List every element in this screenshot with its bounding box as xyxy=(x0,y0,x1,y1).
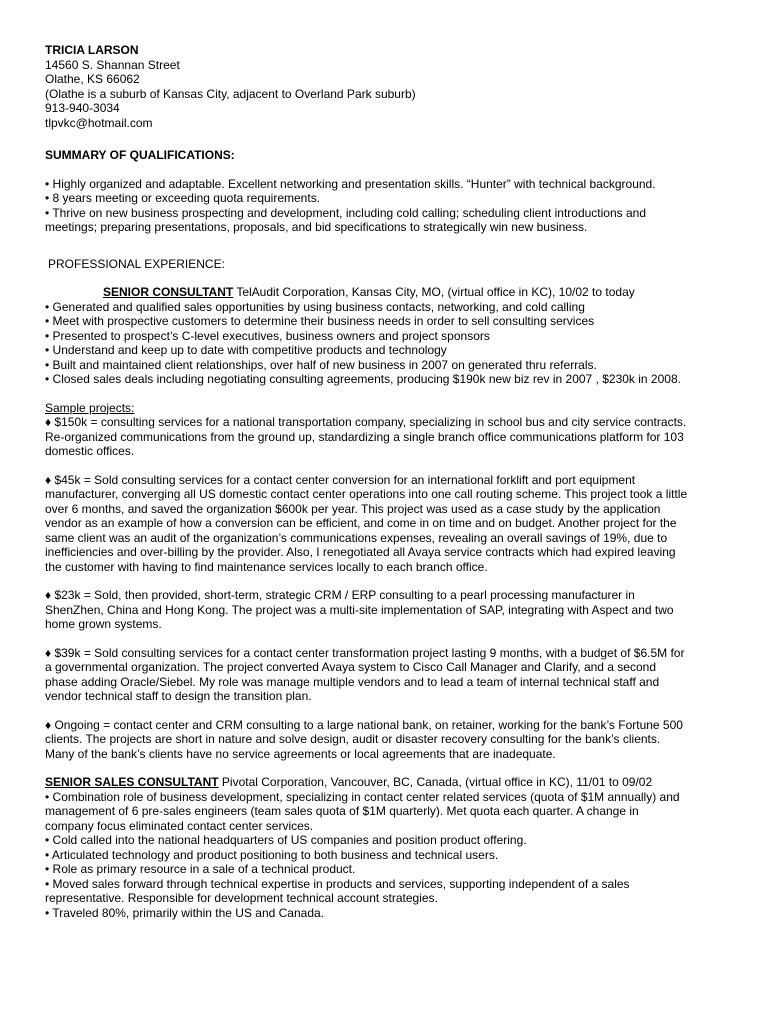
job2-header xyxy=(45,775,738,790)
email-address: tlpvkc@hotmail.com xyxy=(45,115,153,130)
job2-line: • Articulated technology and product positioning to both business and technical users. xyxy=(45,847,499,862)
project-line: ♦ Ongoing = contact center and CRM consulting to a large national bank, on retainer, working for the bank’s Fortune 500 xyxy=(45,717,683,732)
job1-title: SENIOR CONSULTANT xyxy=(103,285,234,299)
project-line: inefficiencies and over-billing by the provider. Also, I renegotiated all Avaya service contracts which had expired leaving xyxy=(45,545,676,559)
experience-heading: PROFESSIONAL EXPERIENCE: xyxy=(48,256,225,271)
project-line: manufacturer, converging all US domestic contact center operations into one call routing scheme. This project took a little xyxy=(45,487,688,501)
sample-projects-heading: Sample projects: xyxy=(45,400,135,415)
project-45k xyxy=(45,473,738,575)
contact-block xyxy=(45,43,738,130)
summary-section xyxy=(45,148,738,235)
job1-bullet: • Built and maintained client relationships, over half of new business in 2007 on generated thru referrals. xyxy=(45,357,597,372)
candidate-name: TRICIA LARSON xyxy=(45,43,139,57)
summary-line: • Highly organized and adaptable. Excellent networking and presentation skills. “Hunter” with technical background. xyxy=(45,176,656,191)
project-line: ♦ $23k = Sold, then provided, short-term, strategic CRM / ERP consulting to a pearl processing manufacturer in xyxy=(45,588,635,602)
job2-title: SENIOR SALES CONSULTANT xyxy=(45,775,219,789)
job1-bullet: • Presented to prospect’s C-level executives, business owners and project sponsors xyxy=(45,328,490,343)
project-line: home grown systems. xyxy=(45,617,162,631)
project-line: same client was an audit of the organization’s communications expenses, revealing an overall savings of 19%, due to xyxy=(45,530,668,545)
project-line: phase adding Oracle/Siebel. My role was manage multiple vendors and to lead a team of internal technical staff and xyxy=(45,674,660,689)
project-line: ♦ $45k = Sold consulting services for a contact center conversion for an international forklift and port equipment xyxy=(45,472,636,487)
city-state-zip: Olathe, KS 66062 xyxy=(45,72,140,86)
job2-line: • Traveled 80%, primarily within the US and Canada. xyxy=(45,905,325,920)
street-address: 14560 S. Shannan Street xyxy=(45,57,180,72)
project-ongoing xyxy=(45,718,738,762)
project-line: Re-organized communications from the ground up, standardizing a single branch office communications platform for 103 xyxy=(45,429,684,444)
phone-number: 913-940-3034 xyxy=(45,101,120,115)
project-line: a governmental organization. The project converted Avaya system to Cisco Call Manager and Clarify, and a second xyxy=(45,660,656,674)
job1-bullet: • Closed sales deals including negotiating consulting agreements, producing $190k new biz rev in 2007 , $230k in 2008. xyxy=(45,372,681,386)
project-23k xyxy=(45,588,738,632)
project-150k xyxy=(45,415,738,459)
summary-line: • 8 years meeting or exceeding quota requirements. xyxy=(45,191,321,205)
location-note: (Olathe is a suburb of Kansas City, adjacent to Overland Park suburb) xyxy=(45,86,416,101)
job1-details: TelAudit Corporation, Kansas City, MO, (virtual office in KC), 10/02 to today xyxy=(233,285,635,299)
job2-line: company focus eliminated contact center services. xyxy=(45,818,314,833)
job1-header xyxy=(45,285,738,300)
job2-line: • Role as primary resource in a sale of a technical product. xyxy=(45,862,356,876)
project-line: ♦ $150k = consulting services for a national transportation company, specializing in school bus and city service contracts. xyxy=(45,415,687,429)
job2-line: • Combination role of business development, specializing in contact center related services (quota of $1M annually) and xyxy=(45,789,680,804)
project-line: clients. The projects are short in nature and solve design, audit or disaster recovery consulting for the bank’s clients. xyxy=(45,732,661,746)
project-line: vendor as an example of how a conversion can be efficient, and come in on time and on budget. Another project for the xyxy=(45,516,677,530)
project-line: vendor technical staff to design the transition plan. xyxy=(45,689,312,703)
job1-bullet: • Meet with prospective customers to determine their business needs in order to sell consulting services xyxy=(45,314,595,328)
job1-bullet: • Generated and qualified sales opportunities by using business contacts, networking, and cold calling xyxy=(45,299,585,314)
experience-section xyxy=(45,257,738,921)
summary-line: • Thrive on new business prospecting and development, including cold calling; scheduling client introductions and xyxy=(45,205,647,220)
project-line: domestic offices. xyxy=(45,444,135,458)
project-line: the customer with having to find maintenance services locally to each branch office. xyxy=(45,559,488,574)
job2-line: • Cold called into the national headquarters of US companies and position product offering. xyxy=(45,833,527,847)
project-line: ♦ $39k = Sold consulting services for a contact center transformation project lasting 9 months, with a budget of $6.5M for xyxy=(45,645,685,660)
project-line: ShenZhen, China and Hong Kong. The project was a multi-site implementation of SAP, integrating with Aspect and two xyxy=(45,602,674,617)
job2-details: Pivotal Corporation, Vancouver, BC, Canada, (virtual office in KC), 11/01 to 09/02 xyxy=(218,775,653,789)
summary-line: meetings; preparing presentations, proposals, and bid specifications to strategically win new business. xyxy=(45,220,588,234)
project-line: Many of the bank’s clients have no service agreements or local agreements that are inadequate. xyxy=(45,746,556,761)
job2-line: management of 6 pre-sales engineers (team sales quota of $1M quarterly). Met quota each quarter. A change in xyxy=(45,804,639,818)
project-line: over 6 months, and saved the organization $600k per year. This project was used as a case study by the application xyxy=(45,501,661,516)
project-39k xyxy=(45,646,738,704)
summary-heading: SUMMARY OF QUALIFICATIONS: xyxy=(45,148,235,162)
job2-line: representative. Responsible for development technical account strategies. xyxy=(45,891,438,905)
job1-bullet: • Understand and keep up to date with competitive products and technology xyxy=(45,343,447,357)
job2-line: • Moved sales forward through technical expertise in products and services, supporting independent of a sales xyxy=(45,876,630,891)
